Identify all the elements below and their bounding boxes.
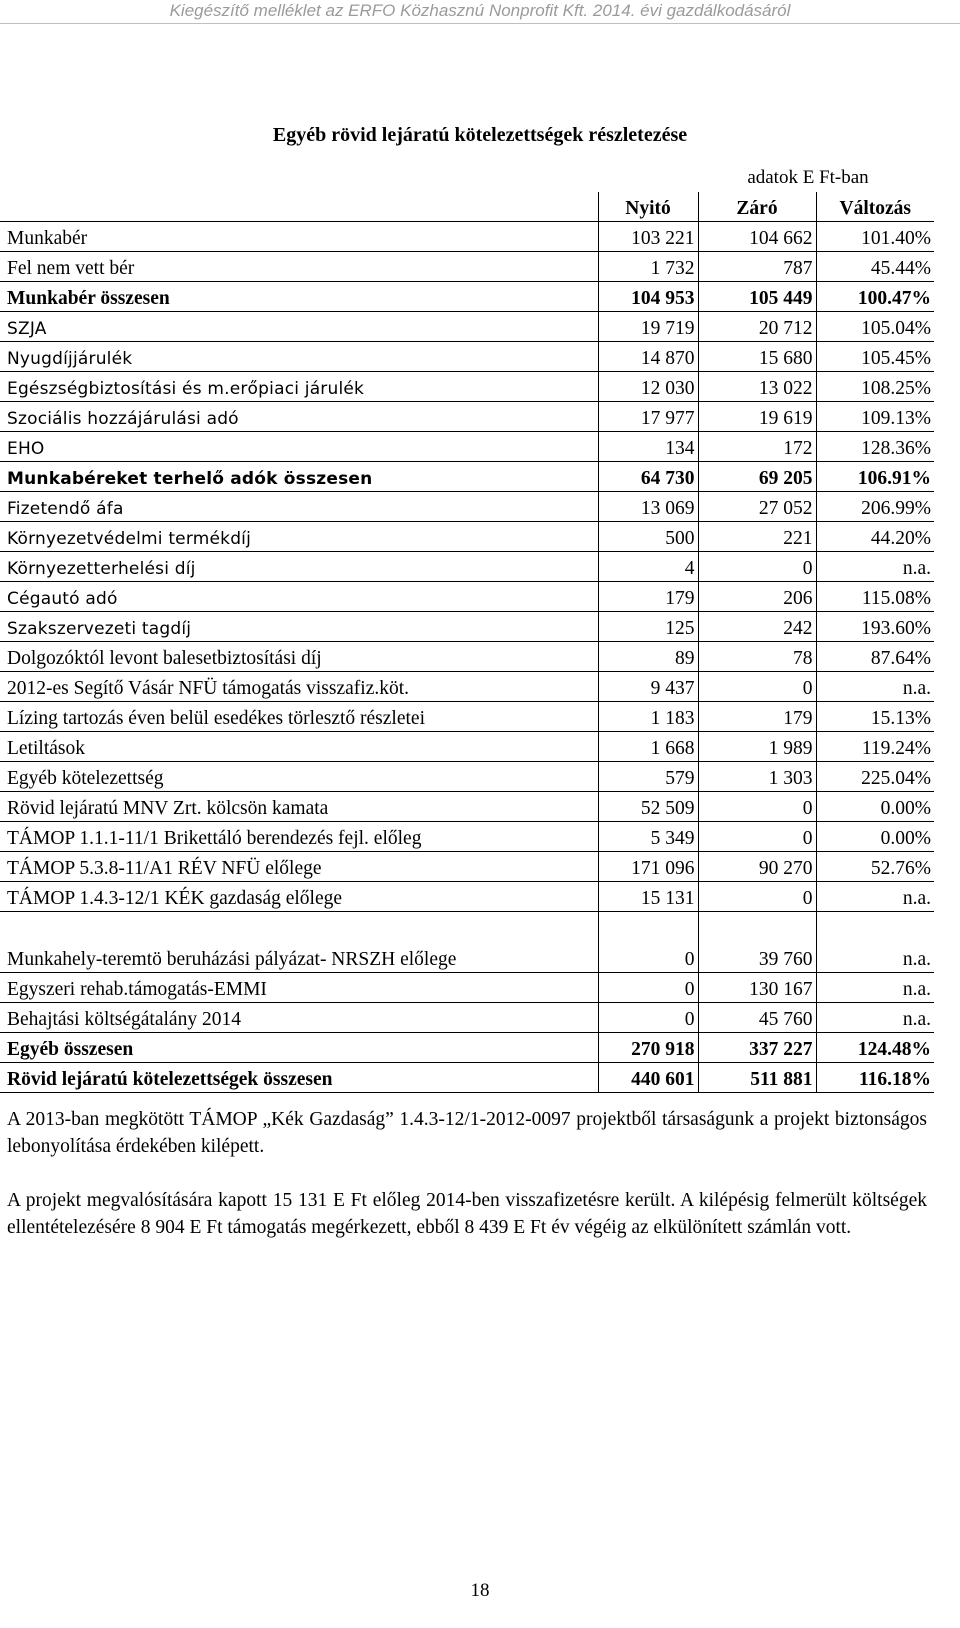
row-label: Fel nem vett bér: [0, 252, 598, 282]
row-close-value: 0: [698, 822, 816, 852]
table-row: [0, 672, 934, 702]
row-label: Lízing tartozás éven belül esedékes törlesztő részletei: [0, 702, 598, 732]
row-open-value: 17 977: [598, 402, 698, 432]
row-close-value: 45 760: [698, 1003, 816, 1033]
row-close-value: 1 303: [698, 762, 816, 792]
row-label: Környezetterhelési díj: [0, 552, 598, 582]
row-label: Egészségbiztosítási és m.erőpiaci járulék: [0, 372, 598, 402]
table-row: [0, 1063, 934, 1093]
table-header-row: [0, 192, 934, 222]
row-open-value: 19 719: [598, 312, 698, 342]
row-label: Egyéb kötelezettség: [0, 762, 598, 792]
row-label: Környezetvédelmi termékdíj: [0, 522, 598, 552]
row-change-value: 106.91%: [816, 462, 934, 492]
table-row: [0, 552, 934, 582]
row-close-value: 27 052: [698, 492, 816, 522]
row-close-value: 179: [698, 702, 816, 732]
header-label-cell: [0, 192, 598, 222]
table-row: [0, 762, 934, 792]
row-change-value: n.a.: [816, 1003, 934, 1033]
row-close-value: 0: [698, 882, 816, 912]
row-label: Szakszervezeti tagdíj: [0, 612, 598, 642]
row-change-value: n.a.: [816, 973, 934, 1003]
page-number: 18: [470, 1580, 490, 1601]
row-label: TÁMOP 5.3.8-11/A1 RÉV NFÜ előlege: [0, 852, 598, 882]
row-change-value: 225.04%: [816, 762, 934, 792]
liabilities-table: [0, 192, 934, 1093]
col-header-close: Záró: [698, 192, 816, 222]
row-open-value: 9 437: [598, 672, 698, 702]
table-row: [0, 402, 934, 432]
row-close-value: 69 205: [698, 462, 816, 492]
row-change-value: 115.08%: [816, 582, 934, 612]
table-row: [0, 432, 934, 462]
row-open-value: 440 601: [598, 1063, 698, 1093]
row-label: Munkabér összesen: [0, 282, 598, 312]
row-close-value: 206: [698, 582, 816, 612]
row-close-value: 1 989: [698, 732, 816, 762]
row-open-value: 13 069: [598, 492, 698, 522]
table-row: [0, 732, 934, 762]
row-close-value: 13 022: [698, 372, 816, 402]
row-change-value: n.a.: [816, 912, 934, 973]
table-row: [0, 822, 934, 852]
row-change-value: 15.13%: [816, 702, 934, 732]
table-row: [0, 612, 934, 642]
row-close-value: 0: [698, 792, 816, 822]
row-open-value: 104 953: [598, 282, 698, 312]
row-open-value: 89: [598, 642, 698, 672]
section-title: Egyéb rövid lejáratú kötelezettségek részletezése: [272, 124, 688, 146]
row-open-value: 12 030: [598, 372, 698, 402]
note-paragraph-1: A 2013-ban megkötött TÁMOP „Kék Gazdaság” 1.4.3-12/1-2012-0097 projektből társaságunk a projekt biztonságos lebonyolítása érdekében kilépett.: [7, 1109, 927, 1157]
row-close-value: 130 167: [698, 973, 816, 1003]
row-open-value: 579: [598, 762, 698, 792]
row-open-value: 14 870: [598, 342, 698, 372]
row-label: Szociális hozzájárulási adó: [0, 402, 598, 432]
row-label: Egyszeri rehab.támogatás-EMMI: [0, 973, 598, 1003]
row-label: Munkahely-teremtö beruházási pályázat- NRSZH előlege: [0, 912, 598, 973]
table-row: [0, 462, 934, 492]
table-row: [0, 372, 934, 402]
row-change-value: 0.00%: [816, 822, 934, 852]
row-close-value: 787: [698, 252, 816, 282]
row-open-value: 52 509: [598, 792, 698, 822]
row-change-value: 100.47%: [816, 282, 934, 312]
row-label: Letiltások: [0, 732, 598, 762]
row-change-value: n.a.: [816, 672, 934, 702]
table-row: [0, 912, 934, 973]
row-close-value: 221: [698, 522, 816, 552]
row-close-value: 337 227: [698, 1033, 816, 1063]
row-open-value: 5 349: [598, 822, 698, 852]
row-label: TÁMOP 1.1.1-11/1 Brikettáló berendezés fejl. előleg: [0, 822, 598, 852]
col-header-open: Nyitó: [598, 192, 698, 222]
row-label: Rövid lejáratú MNV Zrt. kölcsön kamata: [0, 792, 598, 822]
table-row: [0, 642, 934, 672]
table-row: [0, 852, 934, 882]
row-change-value: 193.60%: [816, 612, 934, 642]
page-header: Kiegészítő melléklet az ERFO Közhasznú Nonprofit Kft. 2014. évi gazdálkodásáról: [0, 0, 960, 24]
row-open-value: 64 730: [598, 462, 698, 492]
table-row: [0, 222, 934, 252]
unit-note: adatok E Ft-ban: [747, 167, 869, 188]
row-open-value: 4: [598, 552, 698, 582]
table-row: [0, 1003, 934, 1033]
row-change-value: 101.40%: [816, 222, 934, 252]
table-row: [0, 792, 934, 822]
row-label: Munkabér: [0, 222, 598, 252]
row-open-value: 1 732: [598, 252, 698, 282]
row-close-value: 105 449: [698, 282, 816, 312]
row-change-value: 45.44%: [816, 252, 934, 282]
row-change-value: n.a.: [816, 882, 934, 912]
table-row: [0, 1033, 934, 1063]
row-change-value: 124.48%: [816, 1033, 934, 1063]
row-close-value: 104 662: [698, 222, 816, 252]
row-open-value: 134: [598, 432, 698, 462]
table-row: [0, 282, 934, 312]
table-row: [0, 582, 934, 612]
row-change-value: 105.45%: [816, 342, 934, 372]
row-change-value: 44.20%: [816, 522, 934, 552]
table-row: [0, 252, 934, 282]
row-open-value: 1 668: [598, 732, 698, 762]
row-change-value: 105.04%: [816, 312, 934, 342]
note-paragraph-2: A projekt megvalósítására kapott 15 131 E Ft előleg 2014-ben visszafizetésre került. A kilépésig felmerült költségek ellentételezésére 8 904 E Ft támogatás megérkezett, ebből 8 439 E Ft év végéig az elkülönített számlán vott.: [7, 1190, 927, 1238]
row-close-value: 0: [698, 552, 816, 582]
row-close-value: 242: [698, 612, 816, 642]
row-close-value: 78: [698, 642, 816, 672]
row-close-value: 0: [698, 672, 816, 702]
row-change-value: 52.76%: [816, 852, 934, 882]
col-header-change: Változás: [816, 192, 934, 222]
row-open-value: 0: [598, 1003, 698, 1033]
row-open-value: 171 096: [598, 852, 698, 882]
row-close-value: 20 712: [698, 312, 816, 342]
table-row: [0, 973, 934, 1003]
row-change-value: n.a.: [816, 552, 934, 582]
row-change-value: 128.36%: [816, 432, 934, 462]
row-label: Nyugdíjjárulék: [0, 342, 598, 372]
row-label: Behajtási költségátalány 2014: [0, 1003, 598, 1033]
row-change-value: 206.99%: [816, 492, 934, 522]
row-open-value: 270 918: [598, 1033, 698, 1063]
row-close-value: 511 881: [698, 1063, 816, 1093]
row-label: 2012-es Segítő Vásár NFÜ támogatás visszafiz.köt.: [0, 672, 598, 702]
row-close-value: 19 619: [698, 402, 816, 432]
row-label: Munkabéreket terhelő adók összesen: [0, 462, 598, 492]
row-change-value: 87.64%: [816, 642, 934, 672]
table-row: [0, 492, 934, 522]
row-change-value: 109.13%: [816, 402, 934, 432]
row-open-value: 0: [598, 912, 698, 973]
table-row: [0, 342, 934, 372]
row-open-value: 103 221: [598, 222, 698, 252]
row-close-value: 90 270: [698, 852, 816, 882]
table-row: [0, 702, 934, 732]
row-open-value: 15 131: [598, 882, 698, 912]
row-label: TÁMOP 1.4.3-12/1 KÉK gazdaság előlege: [0, 882, 598, 912]
row-change-value: 116.18%: [816, 1063, 934, 1093]
row-label: Fizetendő áfa: [0, 492, 598, 522]
row-label: Rövid lejáratú kötelezettségek összesen: [0, 1063, 598, 1093]
row-open-value: 1 183: [598, 702, 698, 732]
row-open-value: 125: [598, 612, 698, 642]
row-label: EHO: [0, 432, 598, 462]
table-row: [0, 312, 934, 342]
row-label: Cégautó adó: [0, 582, 598, 612]
row-label: SZJA: [0, 312, 598, 342]
table-row: [0, 882, 934, 912]
row-close-value: 172: [698, 432, 816, 462]
row-open-value: 179: [598, 582, 698, 612]
table-row: [0, 522, 934, 552]
row-change-value: 108.25%: [816, 372, 934, 402]
row-change-value: 119.24%: [816, 732, 934, 762]
row-open-value: 0: [598, 973, 698, 1003]
row-open-value: 500: [598, 522, 698, 552]
row-close-value: 39 760: [698, 912, 816, 973]
row-label: Egyéb összesen: [0, 1033, 598, 1063]
row-change-value: 0.00%: [816, 792, 934, 822]
row-close-value: 15 680: [698, 342, 816, 372]
row-label: Dolgozóktól levont balesetbiztosítási díj: [0, 642, 598, 672]
